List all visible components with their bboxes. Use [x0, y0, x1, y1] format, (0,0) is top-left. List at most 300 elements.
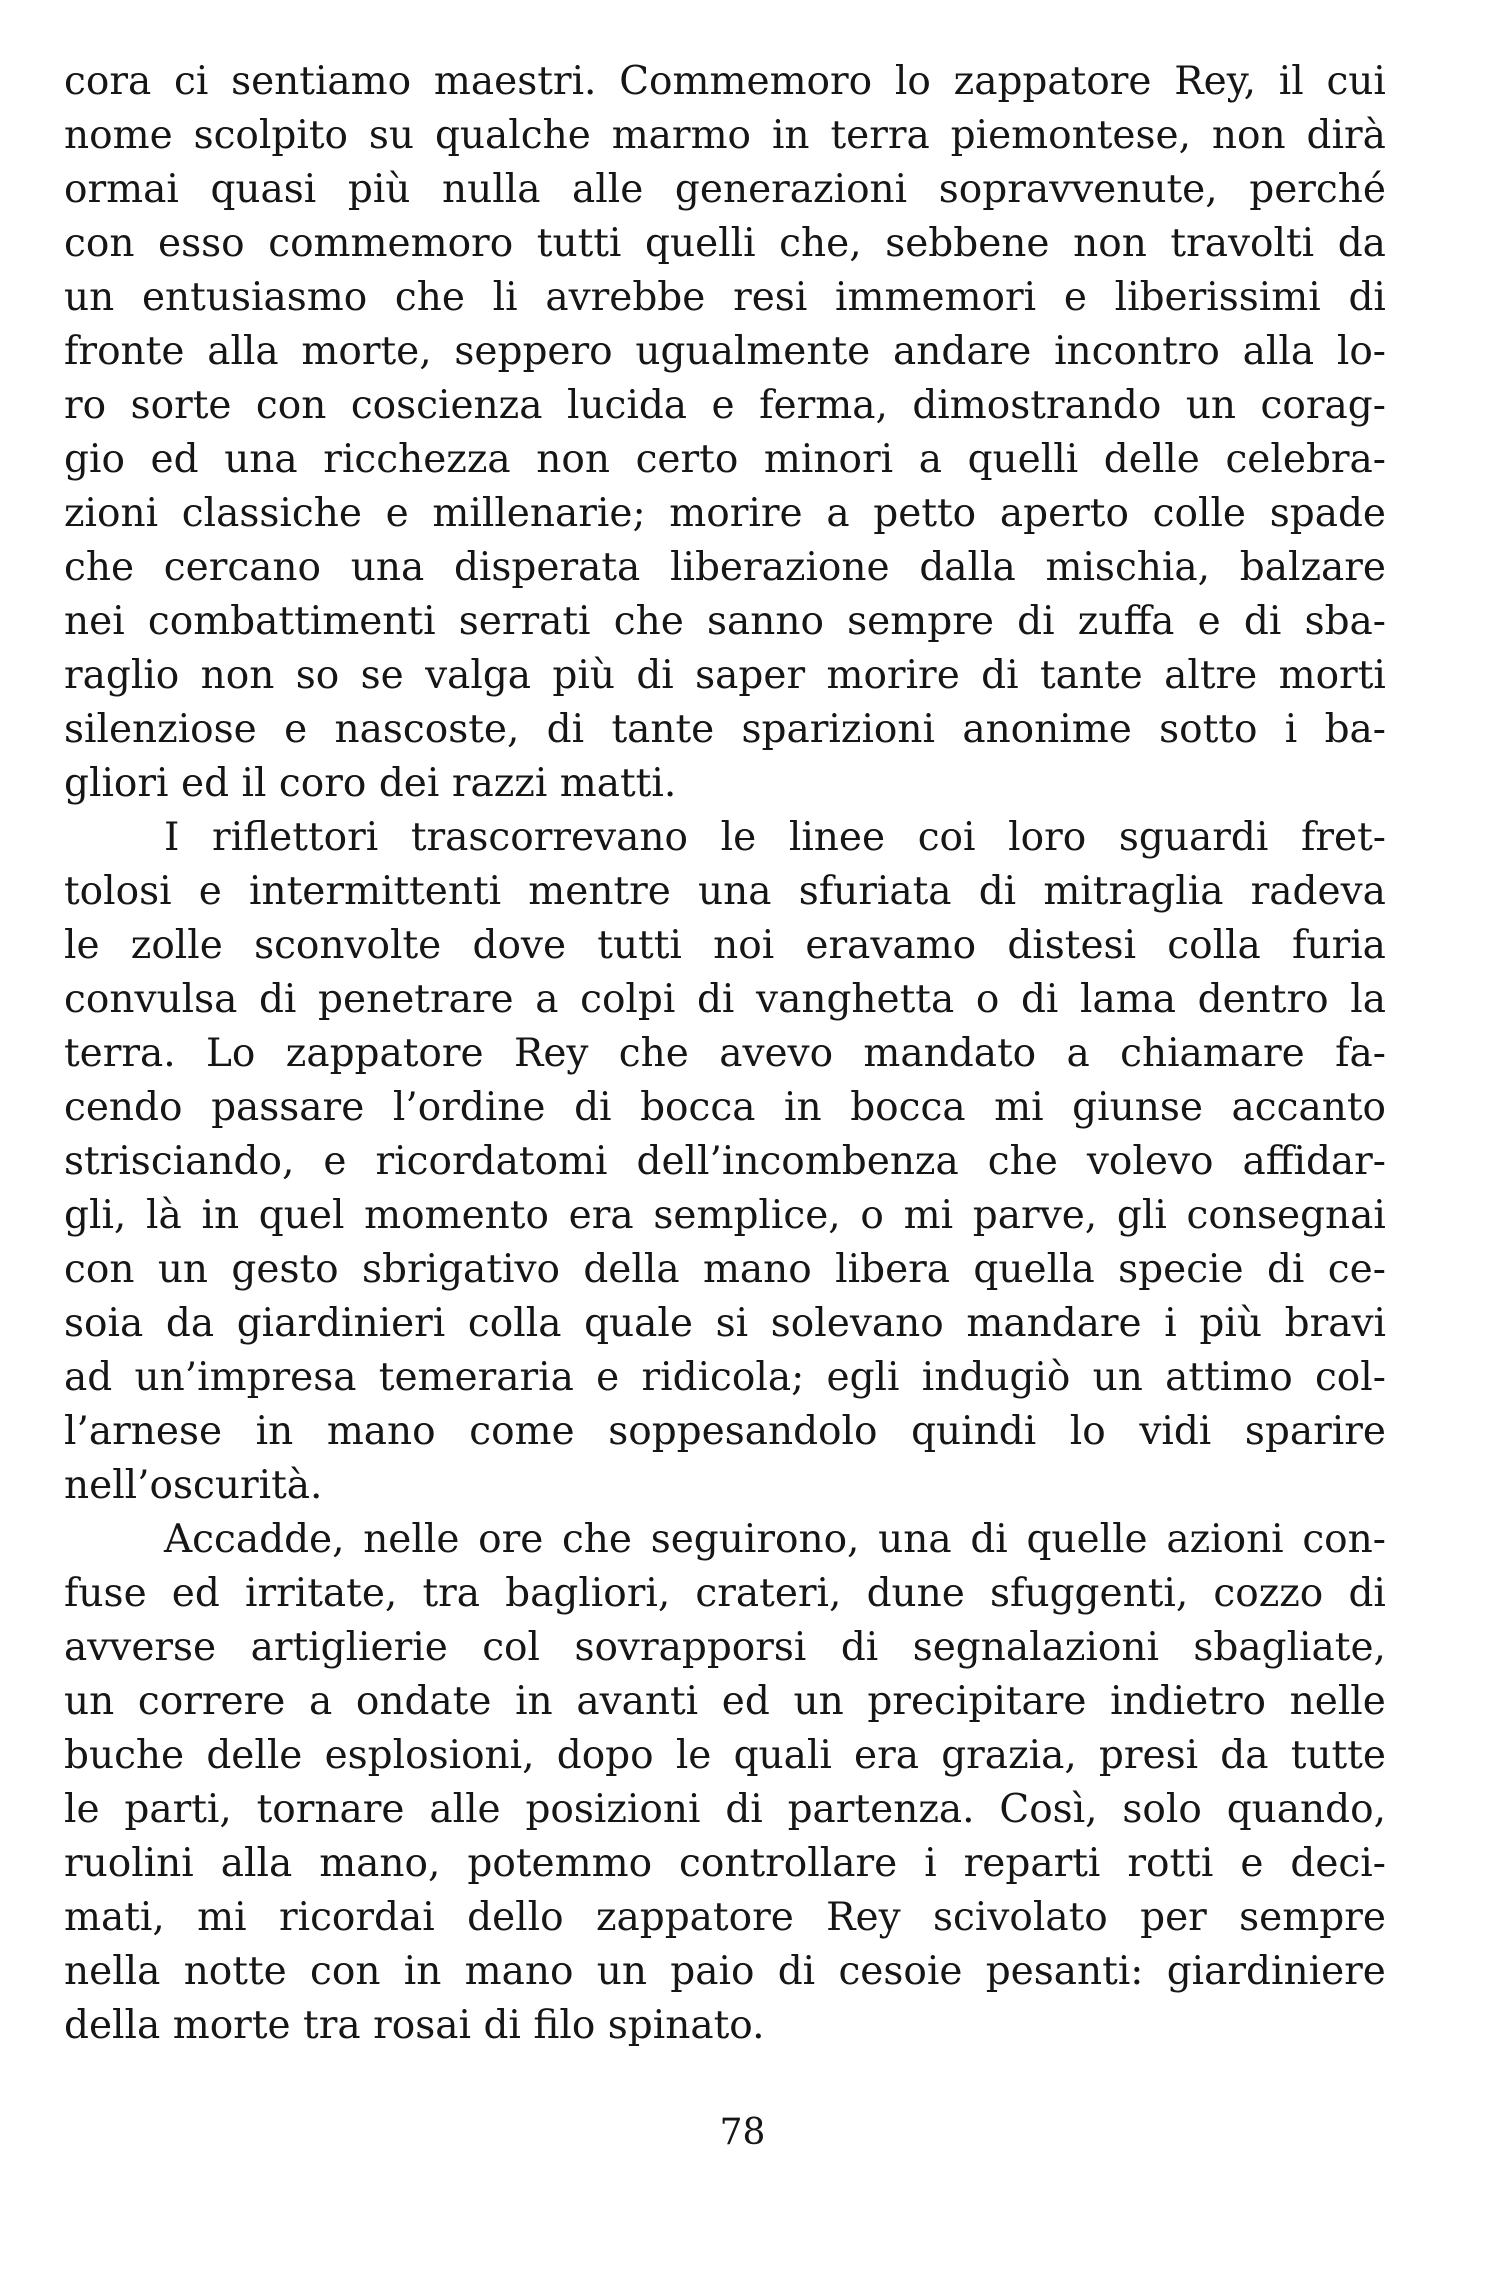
text-line [64, 1405, 1386, 1459]
text-line [64, 1459, 1386, 1513]
word: un [596, 1949, 647, 1994]
word: di [1348, 1571, 1386, 1616]
word: gli, [64, 1193, 127, 1238]
word: aperto [999, 491, 1129, 536]
word: morte, [301, 329, 432, 374]
word: dove [472, 923, 567, 968]
word: se [360, 653, 404, 698]
word: a [535, 977, 559, 1022]
text-line [64, 1189, 1386, 1243]
word: da [1337, 221, 1386, 266]
word: il [1278, 59, 1304, 104]
word: le [64, 923, 100, 968]
text-line [64, 433, 1386, 487]
text-line [64, 919, 1386, 973]
word: in [515, 1679, 553, 1724]
word: seguirono, [650, 1517, 860, 1562]
word: ed [171, 1571, 220, 1616]
word: minori [763, 437, 894, 482]
word: sba- [1304, 599, 1386, 644]
word: che [561, 1517, 633, 1562]
word: radeva [1250, 869, 1386, 914]
word: dell’incombenza [636, 1139, 959, 1184]
word: noi [713, 923, 775, 968]
text-line [64, 1783, 1386, 1837]
word: balzare [1239, 545, 1386, 590]
word: zappatore [953, 59, 1152, 104]
word: quelli [644, 221, 756, 266]
word: sempre [1239, 1895, 1386, 1940]
word: dimostrando [912, 383, 1162, 428]
word: incontro [1054, 329, 1220, 374]
word: mitraglia [1043, 869, 1224, 914]
word: ricchezza [323, 437, 511, 482]
word: posizioni [525, 1787, 701, 1832]
word: attimo [1165, 1355, 1293, 1400]
word: colle [1152, 491, 1247, 536]
word: zioni [64, 491, 159, 536]
word: e [1063, 275, 1087, 320]
word: terra. [64, 1031, 176, 1076]
word: reparti [963, 1841, 1101, 1886]
word: mano, [319, 1841, 441, 1886]
word: liberissimi [1114, 275, 1321, 320]
word: delle [206, 1733, 303, 1778]
word: ferma, [759, 383, 888, 428]
word: semplice, [653, 1193, 841, 1238]
word: seppero [454, 329, 613, 374]
word: affidar- [1242, 1139, 1386, 1184]
word: Rey, [1174, 59, 1256, 104]
word: penetrare [318, 977, 514, 1022]
word: furia [1292, 923, 1386, 968]
word: che [613, 599, 684, 644]
word: ed [721, 1679, 770, 1724]
word: fronte [64, 329, 185, 374]
word: cui [1326, 59, 1386, 104]
word: ormai [64, 167, 179, 212]
word: irritate, [244, 1571, 398, 1616]
word: di [636, 653, 674, 698]
word: delle [1103, 437, 1200, 482]
word: mandato [863, 1031, 1037, 1076]
word: e [284, 707, 308, 752]
word: millenarie; [432, 491, 646, 536]
word: l’arnese [64, 1409, 223, 1454]
word: era [854, 1733, 920, 1778]
word: parti, [124, 1787, 232, 1832]
word: maestri. [433, 59, 597, 104]
word: più [347, 167, 411, 212]
text-line [64, 649, 1386, 703]
text-line [64, 1891, 1386, 1945]
word: con [310, 1949, 381, 1994]
word: di [1020, 977, 1059, 1022]
word: ondate [355, 1679, 492, 1724]
word: tutti [536, 221, 622, 266]
word: zappatore [285, 1031, 484, 1076]
word: ba- [1324, 707, 1386, 752]
word: chiamare [1120, 1031, 1305, 1076]
word: mano [464, 1949, 574, 1994]
word: una [878, 1517, 952, 1562]
word: certo [635, 437, 739, 482]
word: a [308, 1679, 333, 1724]
word: i [1284, 707, 1298, 752]
word: e [198, 869, 222, 914]
word: non [536, 437, 610, 482]
word: zuffa [1077, 599, 1175, 644]
word: e [711, 383, 735, 428]
word: classiche [181, 491, 362, 536]
word: tante [611, 707, 715, 752]
word: corag- [1260, 383, 1386, 428]
word: nulla [442, 167, 541, 212]
word: tornare [256, 1787, 405, 1832]
word: con- [1302, 1517, 1386, 1562]
word: quando, [1226, 1787, 1386, 1832]
word: di [840, 1625, 879, 1670]
word: quindi [911, 1409, 1037, 1454]
word: un [157, 1247, 209, 1292]
word: coi [917, 815, 976, 860]
word: i [1164, 1301, 1177, 1346]
word: terra [830, 113, 930, 158]
word: marmo [611, 113, 752, 158]
text-line [64, 703, 1386, 757]
word: nell’oscurità. [64, 1463, 323, 1508]
word: crateri, [695, 1571, 842, 1616]
word: spade [1269, 491, 1386, 536]
word: un [1092, 1355, 1143, 1400]
word: di [258, 977, 297, 1022]
word: serrati [458, 599, 591, 644]
word: una [698, 869, 772, 914]
word: fa- [1335, 1031, 1386, 1076]
word: dopo [556, 1733, 654, 1778]
word: colla [467, 1301, 562, 1346]
word: combattimenti [147, 599, 436, 644]
word: ruolini [64, 1841, 194, 1886]
word: avverse [64, 1625, 217, 1670]
word: da [165, 1301, 215, 1346]
word: alla [1242, 329, 1315, 374]
word: fuse [64, 1571, 147, 1616]
word: tutti [597, 923, 682, 968]
text-line [64, 1567, 1386, 1621]
body-text [64, 55, 1386, 2053]
word: quasi [210, 167, 317, 212]
word: nascoste, [334, 707, 520, 752]
word: di [981, 653, 1019, 698]
word: so [295, 653, 340, 698]
word: qualche [434, 113, 591, 158]
word: coscienza [350, 383, 543, 428]
word: si [715, 1301, 749, 1346]
word: sfuriata [798, 869, 952, 914]
word: presi [1098, 1733, 1199, 1778]
text-line [64, 541, 1386, 595]
word: lo [1069, 1409, 1106, 1454]
word: che [64, 545, 135, 590]
word: Rey [826, 1895, 901, 1940]
text-line [64, 487, 1386, 541]
word: in [201, 1193, 240, 1238]
word: ad [64, 1355, 113, 1400]
word: da [1220, 1733, 1269, 1778]
word: in [255, 1409, 294, 1454]
word: col- [1314, 1355, 1386, 1400]
word: tra [422, 1571, 481, 1616]
word: mandare [966, 1301, 1142, 1346]
word: convulsa [64, 977, 238, 1022]
word: li [492, 275, 518, 320]
word: gio [64, 437, 125, 482]
word: cozzo [1213, 1571, 1324, 1616]
word: morire [826, 653, 960, 698]
word: dello [467, 1895, 564, 1940]
word: sempre [847, 599, 994, 644]
word: Rey [513, 1031, 589, 1076]
word: egli [826, 1355, 900, 1400]
word: la [1350, 977, 1386, 1022]
word: bocca [640, 1085, 756, 1130]
word: di [546, 707, 585, 752]
word: di [574, 1085, 612, 1130]
word: di [970, 1517, 1008, 1562]
word: quella [973, 1247, 1095, 1292]
word: nella [64, 1949, 161, 1994]
word: bravi [1284, 1301, 1386, 1346]
word: rosai [373, 2003, 471, 2048]
word: deci- [1290, 1841, 1386, 1886]
word: strisciando, [64, 1139, 295, 1184]
word: mano [702, 1247, 812, 1292]
text-line [64, 1243, 1386, 1297]
word: giardiniere [1166, 1949, 1386, 1994]
word: correre [137, 1679, 286, 1724]
word: le [720, 815, 757, 860]
word: alla [207, 329, 279, 374]
word: alle [572, 167, 644, 212]
word: lama [1080, 977, 1176, 1022]
word: filo [533, 2003, 596, 2048]
word: Così, [999, 1787, 1098, 1832]
word: ricordatomi [375, 1139, 608, 1184]
word: scolpito [193, 113, 348, 158]
word: volevo [1086, 1139, 1214, 1184]
text-line [64, 595, 1386, 649]
word: disperata [453, 545, 641, 590]
word: I [164, 815, 180, 860]
word: temeraria [378, 1355, 574, 1400]
word: travolti [1170, 221, 1315, 266]
text-line [64, 865, 1386, 919]
word: zappatore [595, 1895, 794, 1940]
word: tutte [1290, 1733, 1386, 1778]
word: morti [1278, 653, 1386, 698]
word: sorte [130, 383, 232, 428]
word: dentro [1197, 977, 1329, 1022]
word: liberazione [670, 545, 890, 590]
word: di [1348, 275, 1386, 320]
text-line [64, 1729, 1386, 1783]
word: sanno [706, 599, 824, 644]
word: mentre [528, 869, 671, 914]
word: commemoro [268, 221, 514, 266]
word: piemontese, [950, 113, 1191, 158]
word: momento [364, 1193, 549, 1238]
word: distesi [1007, 923, 1137, 968]
word: parve, [972, 1193, 1098, 1238]
word: di [1266, 1247, 1305, 1292]
text-line [64, 1297, 1386, 1351]
word: silenziose [64, 707, 257, 752]
word: i [924, 1841, 937, 1886]
word: in [771, 113, 810, 158]
word: quel [258, 1193, 345, 1238]
word: ci [173, 59, 209, 104]
word: che [394, 275, 465, 320]
word: nei [64, 599, 125, 644]
word: Accadde, [164, 1517, 345, 1562]
word: sebbene [885, 221, 1050, 266]
word: gesto [231, 1247, 339, 1292]
word: o [975, 977, 1000, 1022]
word: un’impresa [134, 1355, 357, 1400]
word: come [469, 1409, 575, 1454]
word: ugualmente [635, 329, 871, 374]
word: le [64, 1787, 100, 1832]
word: dirà [1306, 113, 1386, 158]
word: ore [478, 1517, 544, 1562]
word: col [482, 1625, 541, 1670]
word: mischia, [1045, 545, 1211, 590]
word: perché [1249, 167, 1386, 212]
word: cora [64, 59, 152, 104]
word: ed [150, 437, 199, 482]
word: generazioni [674, 167, 908, 212]
word: di [725, 1787, 763, 1832]
word: linee [788, 815, 886, 860]
word: una [350, 545, 425, 590]
word: quali [733, 1733, 832, 1778]
page-number: 78 [719, 2112, 766, 2153]
word: di [1017, 599, 1055, 644]
word: colpi [580, 977, 676, 1022]
word: petto [873, 491, 977, 536]
word: sparire [1244, 1409, 1386, 1454]
word: resi [733, 275, 808, 320]
word: tante [1039, 653, 1143, 698]
word: cercano [163, 545, 322, 590]
word: altre [1164, 653, 1258, 698]
word: e [1197, 599, 1221, 644]
text-line [64, 379, 1386, 433]
word: mi [994, 1085, 1044, 1130]
word: nelle [363, 1517, 460, 1562]
text-line [64, 163, 1386, 217]
word: mi [903, 1193, 954, 1238]
word: per [1140, 1895, 1207, 1940]
word: vidi [1139, 1409, 1212, 1454]
text-line [64, 1513, 1386, 1567]
word: solevano [770, 1301, 944, 1346]
word: coro [278, 761, 367, 806]
word: nome [64, 113, 173, 158]
word: sconvolte [254, 923, 442, 968]
word: di [696, 977, 735, 1022]
word: non [1073, 221, 1147, 266]
word: mano [326, 1409, 436, 1454]
text-line [64, 217, 1386, 271]
word: eravamo [805, 923, 977, 968]
word: della [64, 2003, 161, 2048]
text-line [64, 811, 1386, 865]
text-line [64, 1135, 1386, 1189]
word: l’ordine [392, 1085, 546, 1130]
word: colla [1167, 923, 1261, 968]
word: con [255, 383, 327, 428]
word: scivolato [933, 1895, 1108, 1940]
word: lo- [1336, 329, 1386, 374]
word: rotti [1127, 1841, 1214, 1886]
word: esplosioni, [324, 1733, 535, 1778]
word: giunse [1072, 1085, 1203, 1130]
word: gliori [64, 761, 169, 806]
word: buche [64, 1733, 185, 1778]
word: valga [425, 653, 532, 698]
word: che [987, 1139, 1058, 1184]
word: e [596, 1355, 620, 1400]
text-line [64, 1351, 1386, 1405]
word: andare [893, 329, 1032, 374]
word: un [793, 1679, 844, 1724]
text-line [64, 1675, 1386, 1729]
word: intermittenti [249, 869, 502, 914]
word: accanto [1231, 1085, 1386, 1130]
word: soia [64, 1301, 144, 1346]
word: esso [158, 221, 245, 266]
word: più [1199, 1301, 1262, 1346]
word: bagliori, [505, 1571, 671, 1616]
word: spinato. [607, 2003, 765, 2048]
text-line [64, 109, 1386, 163]
word: in [403, 1949, 442, 1994]
word: sparizioni [741, 707, 935, 752]
word: e [385, 491, 409, 536]
word: ce- [1327, 1247, 1386, 1292]
word: controllare [679, 1841, 898, 1886]
word: quelle [1026, 1517, 1148, 1562]
word: passare [211, 1085, 365, 1130]
word: tolosi [64, 869, 172, 914]
word: e [323, 1139, 347, 1184]
word: sbrigativo [362, 1247, 560, 1292]
word: loro [1008, 815, 1087, 860]
word: paio [670, 1949, 755, 1994]
text-line [64, 757, 1386, 811]
word: indugiò [921, 1355, 1071, 1400]
word: un [1185, 383, 1237, 428]
word: sfuggenti, [990, 1571, 1189, 1616]
word: era [568, 1193, 634, 1238]
word: di [1243, 599, 1282, 644]
word: saper [695, 653, 806, 698]
word: avevo [719, 1031, 834, 1076]
word: o [860, 1193, 884, 1238]
word: raglio [64, 653, 180, 698]
